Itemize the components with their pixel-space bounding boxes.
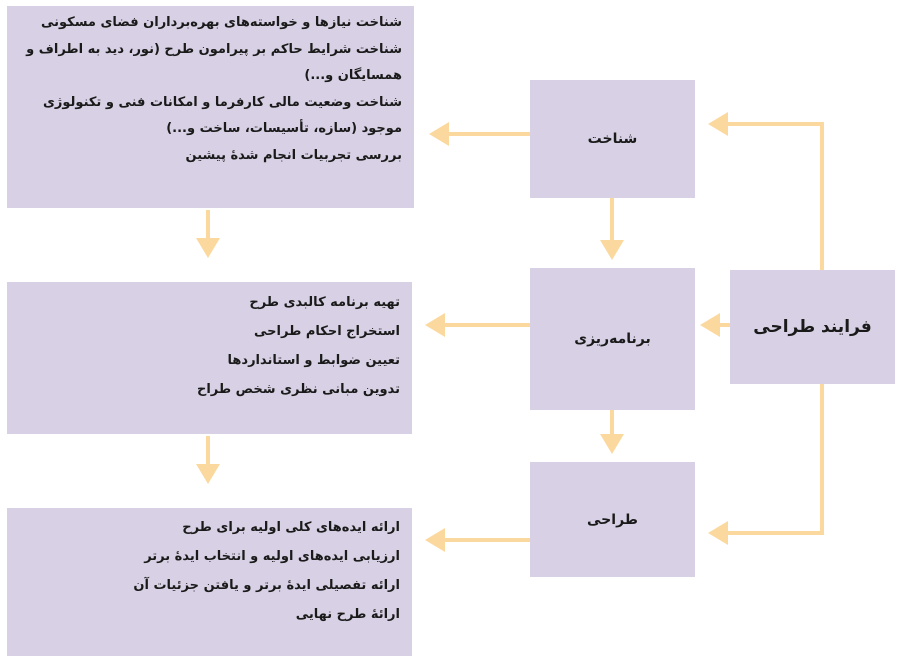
stage-tarahi <box>530 462 695 577</box>
detail-line: استخراج احکام طراحی <box>254 324 400 339</box>
arrow-process-to-shenakht <box>712 124 822 270</box>
detail-line: ارائهٔ طرح نهایی <box>295 607 400 622</box>
stage-shenakht <box>530 80 695 198</box>
stage-label: برنامه‌ریزی <box>574 331 651 347</box>
details-tarahi <box>7 508 412 656</box>
detail-line: ارائه ایده‌های کلی اولیه برای طرح <box>182 520 400 535</box>
details-barnamerizi <box>7 282 412 434</box>
detail-line: ارائه تفصیلی ایدهٔ برتر و یافتن جزئیات آن <box>133 578 400 593</box>
detail-line: تعیین ضوابط و استانداردها <box>227 353 400 368</box>
detail-line: شناخت وضعیت مالی کارفرما و امکانات فنی و تکنولوژی <box>42 94 402 110</box>
stage-label: طراحی <box>587 511 638 528</box>
detail-line: شناخت شرایط حاکم بر پیرامون طرح (نور، دید به اطراف و <box>26 41 402 57</box>
detail-line: شناخت نیازها و خواسته‌های بهره‌برداران فضای مسکونی <box>40 15 402 30</box>
detail-line: تدوین مبانی نظری شخص طراح <box>196 382 400 397</box>
process-box <box>730 270 895 384</box>
process-title: فرایند طراحی <box>753 317 872 337</box>
stage-barnamerizi <box>530 268 695 410</box>
details-shenakht <box>7 6 414 208</box>
detail-line: تهیه برنامه کالبدی طرح <box>249 295 400 310</box>
detail-line: موجود (سازه، تأسیسات، ساخت و...) <box>166 121 402 136</box>
detail-line: ارزیابی ایده‌های اولیه و انتخاب ایدهٔ برتر <box>144 549 400 564</box>
stage-label: شناخت <box>587 131 638 147</box>
arrow-process-to-tarahi <box>712 384 822 533</box>
detail-line: همسایگان و...) <box>304 68 402 83</box>
detail-line: بررسی تجربیات انجام شدهٔ پیشین <box>185 147 402 163</box>
